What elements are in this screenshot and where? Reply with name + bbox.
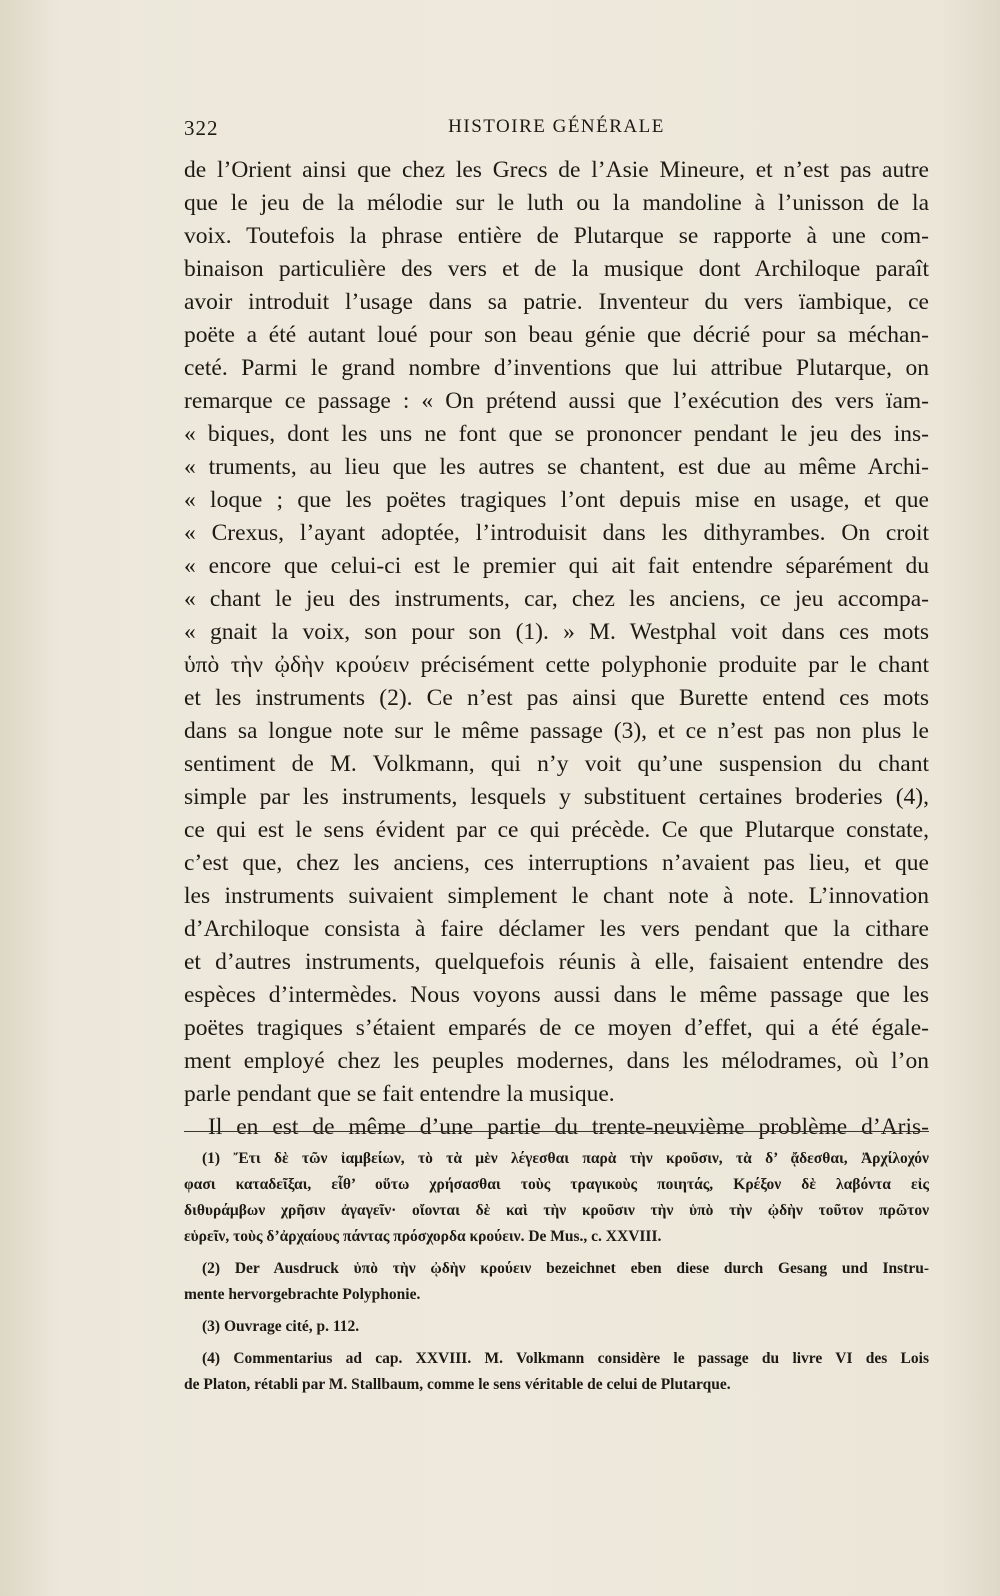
text-line: et les instruments (2). Ce n’est pas ainsi que Burette entend ces mots xyxy=(184,685,929,711)
footnote-3 xyxy=(184,1314,929,1340)
text-line: remarque ce passage : « On prétend aussi que l’exécution des vers ïam- xyxy=(184,388,929,414)
main-text xyxy=(184,154,929,1144)
page-header xyxy=(184,116,929,146)
text-line: voix. Toutefois la phrase entière de Plutarque se rapporte à une com- xyxy=(184,223,929,249)
text-line: dans sa longue note sur le même passage (3), et ce n’est pas non plus le xyxy=(184,718,929,744)
text-line: Il en est de même d’une partie du trente-neuvième problème d’Aris- xyxy=(208,1114,929,1140)
text-line: et d’autres instruments, quelquefois réunis à elle, faisaient entendre des xyxy=(184,949,929,975)
text-line: « gnait la voix, son pour son (1). » M. Westphal voit dans ces mots xyxy=(184,619,929,645)
text-line: de l’Orient ainsi que chez les Grecs de l’Asie Mineure, et n’est pas autre xyxy=(184,157,929,183)
text-line: espèces d’intermèdes. Nous voyons aussi dans le même passage que les xyxy=(184,982,929,1008)
text-line: « loque ; que les poëtes tragiques l’ont depuis mise en usage, et que xyxy=(184,487,929,513)
text-line: « Crexus, l’ayant adoptée, l’introduisit dans les dithyrambes. On croit xyxy=(184,520,929,546)
footnote-1 xyxy=(184,1146,929,1250)
text-line: « truments, au lieu que les autres se chantent, est due au même Archi- xyxy=(184,454,929,480)
text-line: poëte a été autant loué pour son beau génie que décrié pour sa méchan- xyxy=(184,322,929,348)
footnote-line: mente hervorgebrachte Polyphonie. xyxy=(184,1286,421,1303)
page-number: 322 xyxy=(184,116,219,140)
text-line: ce qui est le sens évident par ce qui précède. Ce que Plutarque constate, xyxy=(184,817,929,843)
text-line: « encore que celui-ci est le premier qui ait fait entendre séparément du xyxy=(184,553,929,579)
footnote-line: (3) Ouvrage cité, p. 112. xyxy=(202,1318,360,1335)
text-line: les instruments suivaient simplement le chant note à note. L’innovation xyxy=(184,883,929,909)
footnote-4 xyxy=(184,1346,929,1398)
text-line: que le jeu de la mélodie sur le luth ou la mandoline à l’unisson de la xyxy=(184,190,929,216)
footnote-line: (4) Commentarius ad cap. XXVIII. M. Volkmann considère le passage du livre VI des Lois xyxy=(202,1350,929,1367)
text-line: simple par les instruments, lesquels y substituent certaines broderies (4), xyxy=(184,784,929,810)
footnote-line: (1) Ἔτι δὲ τῶν ἰαμβείων, τὸ τὰ μὲν λέγεσθαι παρὰ τὴν κροῦσιν, τὰ δ’ ᾄδεσθαι, Ἀρχίλοχόν xyxy=(202,1150,929,1167)
text-line: « chant le jeu des instruments, car, chez les anciens, ce jeu accompa- xyxy=(184,586,929,612)
text-line: sentiment de M. Volkmann, qui n’y voit qu’une suspension du chant xyxy=(184,751,929,777)
footnote-2 xyxy=(184,1256,929,1308)
footnote-line: διθυράμβων χρῆσιν ἀγαγεῖν· οἴονται δὲ καὶ τὴν κροῦσιν τὴν ὑπὸ τὴν ᾠδὴν τοῦτον πρῶτον xyxy=(184,1202,929,1219)
text-line: d’Archiloque consista à faire déclamer les vers pendant que la cithare xyxy=(184,916,929,942)
text-line: c’est que, chez les anciens, ces interruptions n’avaient pas lieu, et que xyxy=(184,850,929,876)
text-line: « biques, dont les uns ne font que se prononcer pendant le jeu des ins- xyxy=(184,421,929,447)
footnote-rule xyxy=(184,1131,929,1132)
footnote-line: εὑρεῖν, τοὺς δ’ἀρχαίους πάντας πρόσχορδα κρούειν. De Mus., c. XXVIII. xyxy=(184,1228,662,1245)
text-line: binaison particulière des vers et de la musique dont Archiloque paraît xyxy=(184,256,929,282)
text-line: ceté. Parmi le grand nombre d’inventions que lui attribue Plutarque, on xyxy=(184,355,929,381)
footnotes xyxy=(184,1146,929,1398)
text-line: ment employé chez les peuples modernes, dans les mélodrames, où l’on xyxy=(184,1048,929,1074)
text-line: poëtes tragiques s’étaient emparés de ce moyen d’effet, qui a été égale- xyxy=(184,1015,929,1041)
text-line: ὑπὸ τὴν ᾠδὴν κρούειν précisément cette polyphonie produite par le chant xyxy=(184,652,929,678)
text-line: avoir introduit l’usage dans sa patrie. Inventeur du vers ïambique, ce xyxy=(184,289,929,315)
footnote-line: de Platon, rétabli par M. Stallbaum, comme le sens véritable de celui de Plutarque. xyxy=(184,1376,731,1393)
footnote-line: φασι καταδεῖξαι, εἶθ’ οὕτω χρήσασθαι τοὺς τραγικοὺς ποιητάς, Κρέξον δὲ λαβόντα εἰς xyxy=(184,1176,929,1193)
text-line: parle pendant que se fait entendre la musique. xyxy=(184,1081,615,1107)
running-title: HISTOIRE GÉNÉRALE xyxy=(448,116,665,137)
footnote-line: (2) Der Ausdruck ὑπὸ τὴν ᾠδὴν κρούειν bezeichnet eben diese durch Gesang und Instru- xyxy=(202,1260,929,1277)
